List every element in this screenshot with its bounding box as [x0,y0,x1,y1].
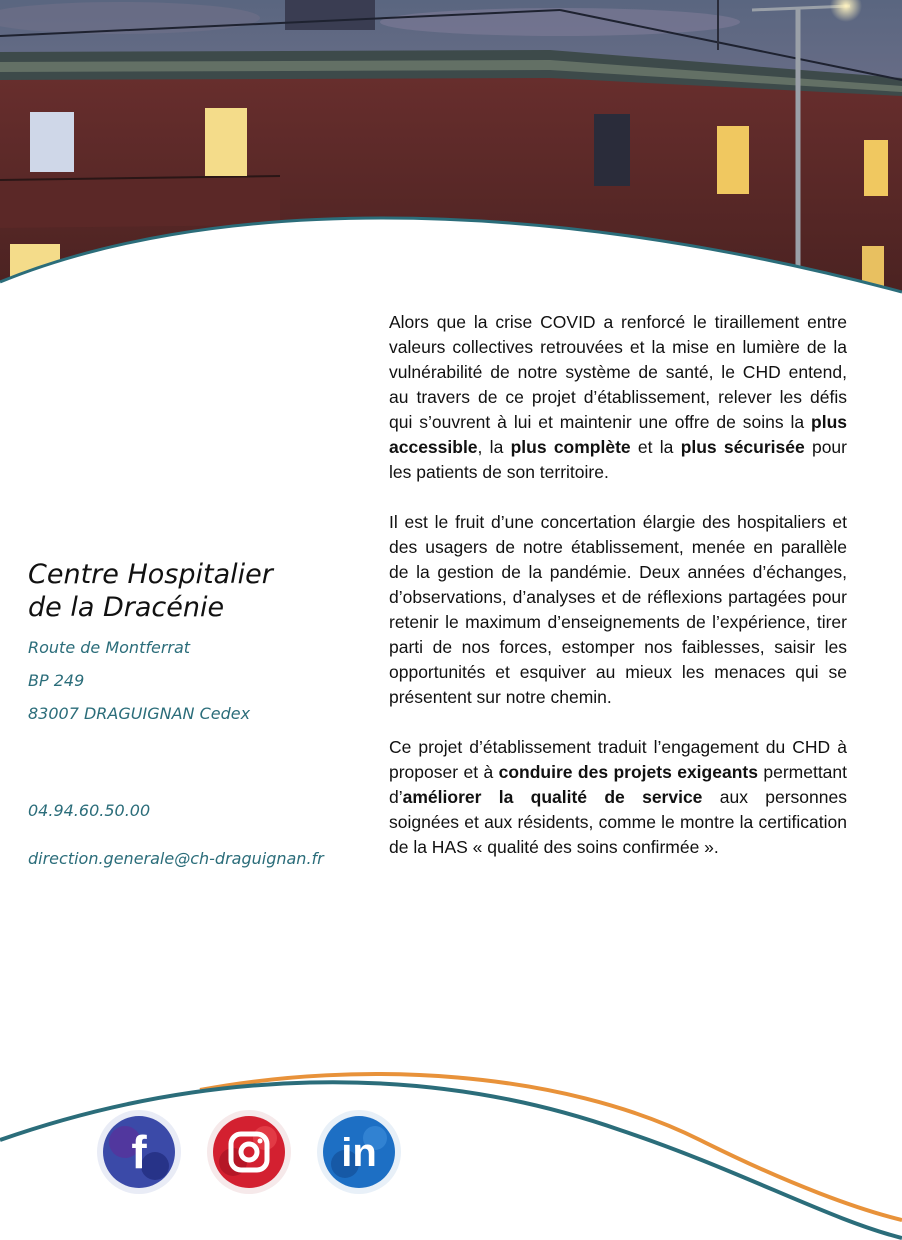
p1-bold-3: plus sécurisée [680,437,805,457]
building-photo-illustration [0,0,902,300]
org-name-line2: de la Dracénie [28,592,225,623]
p1-bold-2: plus complète [510,437,631,457]
paragraph-1 [389,310,847,485]
p3-text-c: permettant d’ [389,762,848,807]
facebook-letter: f [131,1126,147,1178]
org-name-line1: Centre Hospitalier [28,559,273,590]
p3-bold-2: améliorer la qualité de service [402,787,703,807]
address-line3: 83007 DRAGUIGNAN Cedex [28,704,251,723]
p1-text-a: Alors que la crise COVID a renforcé le tiraillement entre valeurs collectives retrouvées et la mise en lumière de la vulnérabilité de notre système de santé, le CHD entend, au travers de ce projet d’établissement, relever les défis qui s’ouvrent à lui et maintenir une offre de soins la [389,312,847,432]
linkedin-badge [315,1108,403,1196]
facebook-icon[interactable] [95,1108,183,1196]
address-line2: BP 249 [28,671,85,690]
p3-bold-1: conduire des projets exigeants [498,762,758,782]
linkedin-icon[interactable] [315,1108,403,1196]
p3-text-d: aux personnes soignées et aux résidents, comme le montre la certification de la HAS « qualité des soins confirmée ». [389,787,847,857]
instagram-badge [205,1108,293,1196]
paragraph-3 [389,735,847,860]
instagram-icon[interactable] [205,1108,293,1196]
linkedin-letters: in [341,1131,377,1175]
header-photo [0,0,902,300]
email-link[interactable]: direction.generale@ch-draguignan.fr [28,849,324,868]
facebook-badge [95,1108,183,1196]
contact-block [28,558,358,724]
address-line1: Route de Montferrat [28,638,191,657]
p1-text-e: pour les patients de son territoire. [389,437,847,482]
paragraph-2: Il est le fruit d’une concertation élargie des hospitaliers et des usagers de notre établissement, menée en parallèle de la gestion de la pandémie. Deux années d’échanges, d’observations, d’analyses et de réflexions partagées pour retenir le maximum d’enseignements de l’expérience, tirer parti de nos forces, estomper nos faiblesses, saisir les opportunités et esquiver au mieux les menaces qui se présentent sur notre chemin. [389,512,847,707]
p1-text-c: , la [477,437,511,457]
phone-number[interactable]: 04.94.60.50.00 [28,801,151,820]
p1-bold-1: plus accessible [389,412,847,457]
p3-text-a: Ce projet d’établissement traduit l’engagement du CHD à proposer et à [389,737,847,782]
body-text [389,310,847,885]
p1-text-d: et la [630,437,681,457]
organization-name [28,558,358,624]
